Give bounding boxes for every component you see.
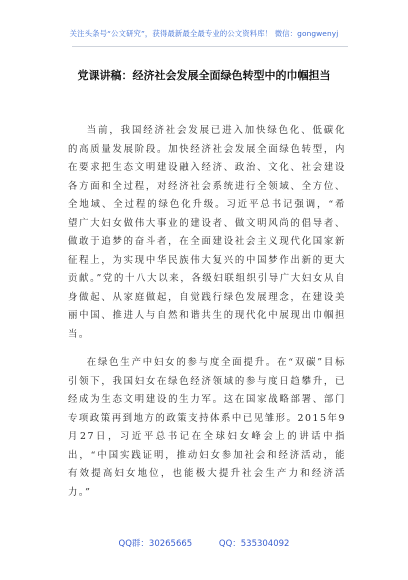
footer-qq-contact: QQ：535304092: [218, 539, 290, 549]
footer: [0, 537, 408, 549]
header-divider: [72, 46, 348, 47]
header-banner: 关注头条号“公文研究”，获得最新最全最专业的公文资料库！ 微信：gongwenyj: [69, 29, 339, 38]
paragraph: 在绿色生产中妇女的参与度全面提升。在“双碳”目标引领下，我国妇女在绿色经济领域的参与度日趋攀升，已经成为生态文明建设的生力军。这在国家战略部署、部门专项政策再到地方的政策支持体系中已见雏形。2015年9月27日，习近平总书记在全球妇女峰会上的讲话中指出，“中国实践证明，推动妇女参加社会和经济活动，能有效提高妇女地位，也能极大提升社会生产力和经济活力。”: [68, 357, 346, 498]
paragraph: 当前，我国经济社会发展已进入加快绿色化、低碳化的高质量发展阶段。加快经济社会发展全面绿色转型，内在要求把生态文明建设融入经济、政治、文化、社会建设各方面和全过程，对经济社会系统进行全领域、全方位、全地域、全过程的绿色化升级。习近平总书记强调，“希望广大妇女做伟大事业的建设者、做文明风尚的倡导者、做敢于追梦的奋斗者，在全面建设社会主义现代化国家新征程上，为实现中华民族伟大复兴的中国梦作出新的更大贡献。”党的十八大以来，各级妇联组织引导广大妇女从自身做起、从家庭做起，自觉践行绿色发展理念，在建设美丽中国、推进人与自然和谐共生的现代化中展现出巾帼担当。: [68, 125, 346, 340]
footer-qq-group: QQ群：30265665: [118, 539, 193, 549]
document-title: 党课讲稿：经济社会发展全面绿色转型中的巾帼担当: [77, 69, 331, 82]
document-body: [68, 122, 346, 512]
